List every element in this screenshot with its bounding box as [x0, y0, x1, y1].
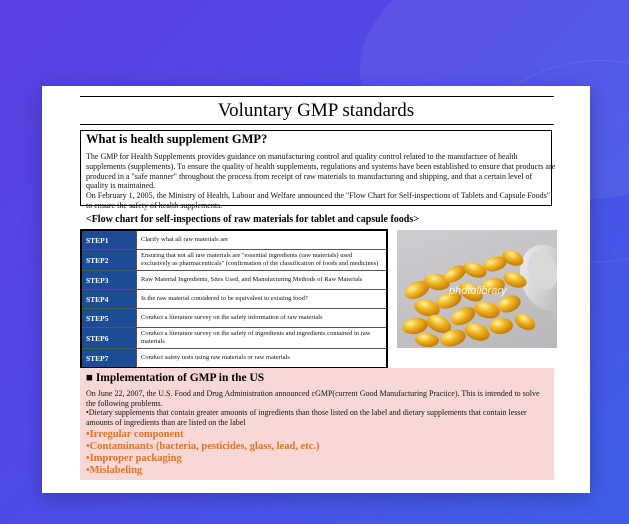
flow-chart-title: <Flow chart for self-inspections of raw materials for tablet and capsule foods> [86, 214, 419, 225]
supplement-gmp-paragraph-1: The GMP for Health Supplements provides guidance on manufacturing control and quality control related to the manufacture of health supplements (supplements). To ensure the quality of health supplements, regulations and systems have been established to ensure that products are produced in a "safe manner" throughout the process from receipt of raw materials to manufacturing and shipping, and that a certain level of quality is maintained. [86, 152, 556, 191]
supplement-gmp-paragraph-2: On February 1, 2005, the Ministry of Health, Labour and Welfare announced the "Flow Chart for Self-inspections of Tablets and Capsule Foods" to ensure the safety of health supplements. [86, 191, 551, 210]
step-row [81, 328, 387, 349]
step-text: Conduct safety tests using raw materials or raw materials [137, 349, 388, 369]
document-page [42, 86, 590, 493]
step-label: STEP7 [81, 349, 137, 369]
step-row [81, 250, 387, 271]
implementation-heading: ■ Implementation of GMP in the US [86, 372, 265, 384]
step-label: STEP3 [81, 271, 137, 290]
step-text: Conduct a literature survey on the safety information of raw materials [137, 309, 388, 328]
title-rule-top [80, 96, 554, 97]
step-text: Conduct a literature survey on the safety of ingredients and ingredients contained in raw materials [137, 328, 388, 349]
step-label: STEP2 [81, 250, 137, 271]
implementation-box [80, 368, 554, 480]
supplement-gmp-heading: What is health supplement GMP? [86, 132, 268, 146]
step-row [81, 230, 387, 250]
step-label: STEP4 [81, 290, 137, 309]
problem-item: •Irregular component [86, 429, 184, 441]
step-row [81, 290, 387, 309]
step-row [81, 271, 387, 290]
step-text: Clarify what all raw materials are [137, 230, 388, 250]
capsules-photo [397, 230, 557, 348]
implementation-paragraph-1: On June 22, 2007, the U.S. Food and Drug Administration announced cGMP(current Good Manufacturing Practice). This is intended to solve the following problems. [86, 389, 540, 408]
problem-item: •Contaminants (bacteria, pesticides, glass, lead, etc.) [86, 441, 320, 453]
supplement-gmp-body [86, 152, 556, 211]
step-text: Raw Material Ingredients, Sites Used, and Manufacturing Methods of Raw Materials [137, 271, 388, 290]
step-text: Is the raw material considered to be equivalent to existing food? [137, 290, 388, 309]
step-row [81, 349, 387, 369]
problem-item: •Improper packaging [86, 452, 182, 464]
step-label: STEP6 [81, 328, 137, 349]
problem-item: •Mislabeling [86, 464, 143, 476]
step-label: STEP1 [81, 230, 137, 250]
flow-chart-table [80, 229, 388, 369]
title-rule-bottom [80, 124, 554, 125]
implementation-paragraph-2: •Dietary supplements that contain greater amounts of ingredients than those listed on the label and dietary supplements that contain lesser amounts of ingredients than are listed on the label [86, 408, 527, 427]
step-text: Ensuring that not all raw materials are "essential ingredients (raw materials) used exclusively as pharmaceuticals" (confirmation of the classification of foods and medicines) [137, 250, 388, 271]
step-row [81, 309, 387, 328]
step-label: STEP5 [81, 309, 137, 328]
problem-list [86, 429, 550, 476]
implementation-body [86, 389, 550, 477]
page-title: Voluntary GMP standards [217, 100, 415, 121]
photo-watermark: photolibrary [449, 285, 507, 297]
